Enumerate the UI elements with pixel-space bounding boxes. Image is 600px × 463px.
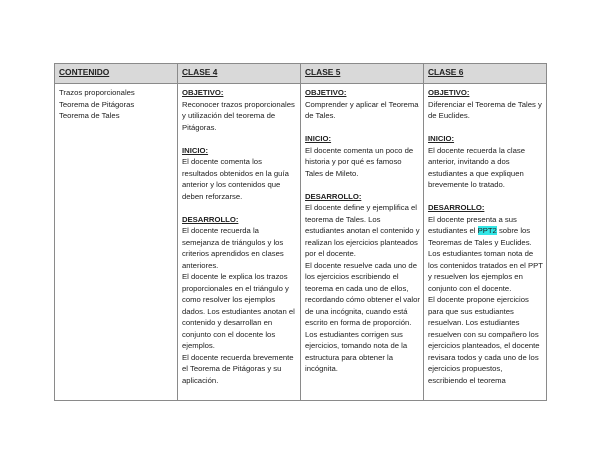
desarrollo-text-post: sobre los Teoremas de Tales y Euclides. Los estudiantes toman nota de los contenidos tratados en el PPT y resuelven los ejemplos en conjunto con el docente. xyxy=(428,226,543,293)
objetivo-heading: OBJETIVO: xyxy=(428,88,470,97)
desarrollo-text: El docente recuerda la semejanza de triángulos y los criterios aprendidos en clases anteriores. xyxy=(182,226,284,270)
desarrollo-text: Los estudiantes corrigen sus ejercicios, tomando nota de la estructura para obtener la incógnita. xyxy=(305,329,408,373)
desarrollo-text: El docente propone ejercicios para que sus estudiantes resuelvan. Los estudiantes resuelven con su compañero los ejercicios planteados, el docente revisara todos y cada uno de los ejercicios propuestos, escribiendo el teorema xyxy=(428,295,540,385)
desarrollo-text: El docente recuerda brevemente el Teorema de Pitágoras y su aplicación. xyxy=(182,352,294,385)
contenido-cell xyxy=(55,84,178,401)
header-clase-6: CLASE 6 xyxy=(424,64,547,84)
inicio-heading: INICIO: xyxy=(182,145,209,155)
objetivo-text: Comprender y aplicar el Teorema de Tales. xyxy=(305,99,419,120)
inicio-text: El docente comenta los resultados obtenidos en la guía anterior y los contenidos que deben reforzarse. xyxy=(182,157,289,201)
contenido-item: Teorema de Tales xyxy=(59,111,120,120)
desarrollo-heading: DESARROLLO: xyxy=(428,203,485,212)
header-clase-5: CLASE 5 xyxy=(301,64,424,84)
inicio-heading: INICIO: xyxy=(305,134,332,143)
header-contenido: CONTENIDO xyxy=(55,64,178,84)
desarrollo-heading: DESARROLLO: xyxy=(182,214,239,224)
inicio-heading: INICIO: xyxy=(428,134,455,143)
clase-6-cell xyxy=(424,84,547,401)
header-row xyxy=(55,64,547,84)
clase-5-cell xyxy=(301,84,424,401)
objetivo-heading: OBJETIVO: xyxy=(305,88,347,97)
clase-4-cell xyxy=(178,84,301,401)
desarrollo-heading: DESARROLLO: xyxy=(305,191,362,201)
objetivo-text: Diferenciar el Teorema de Tales y de Euclides. xyxy=(428,99,542,120)
desarrollo-text: El docente define y ejemplifica el teorema de Tales. Los estudiantes anotan el contenido y realizan los ejercicios planteados por el docente. xyxy=(305,203,420,258)
header-clase-4: CLASE 4 xyxy=(178,64,301,84)
desarrollo-text-pre: El docente presenta a sus estudiantes el xyxy=(428,214,517,235)
inicio-text: El docente comenta un poco de historia y por qué es famoso Tales de Mileto. xyxy=(305,145,414,178)
objetivo-text: Reconocer trazos proporcionales y utilización del teorema de Pitágoras. xyxy=(182,99,295,132)
contenido-item: Teorema de Pitágoras xyxy=(59,99,135,109)
lesson-plan-table xyxy=(54,63,547,401)
ppt2-highlight: PPT2 xyxy=(477,226,497,235)
content-row xyxy=(55,84,547,401)
desarrollo-text: El docente le explica los trazos proporcionales en el triángulo y como resolver los ejemplos dados. Los estudiantes anotan el contenido y desarrollan en conjunto con el docente los ejemplos. xyxy=(182,272,295,350)
desarrollo-text: El docente resuelve cada uno de los ejercicios escribiendo el teorema en cada uno de ellos, recordando cómo obtener el valor de una incógnita, cuando está escrito en forma de proporción. xyxy=(305,260,420,327)
contenido-item: Trazos proporcionales xyxy=(59,88,135,97)
desarrollo-text xyxy=(428,214,543,295)
objetivo-heading: OBJETIVO: xyxy=(182,88,224,97)
inicio-text: El docente recuerda la clase anterior, invitando a dos estudiantes a que expliquen brevemente lo tratado. xyxy=(428,145,526,189)
